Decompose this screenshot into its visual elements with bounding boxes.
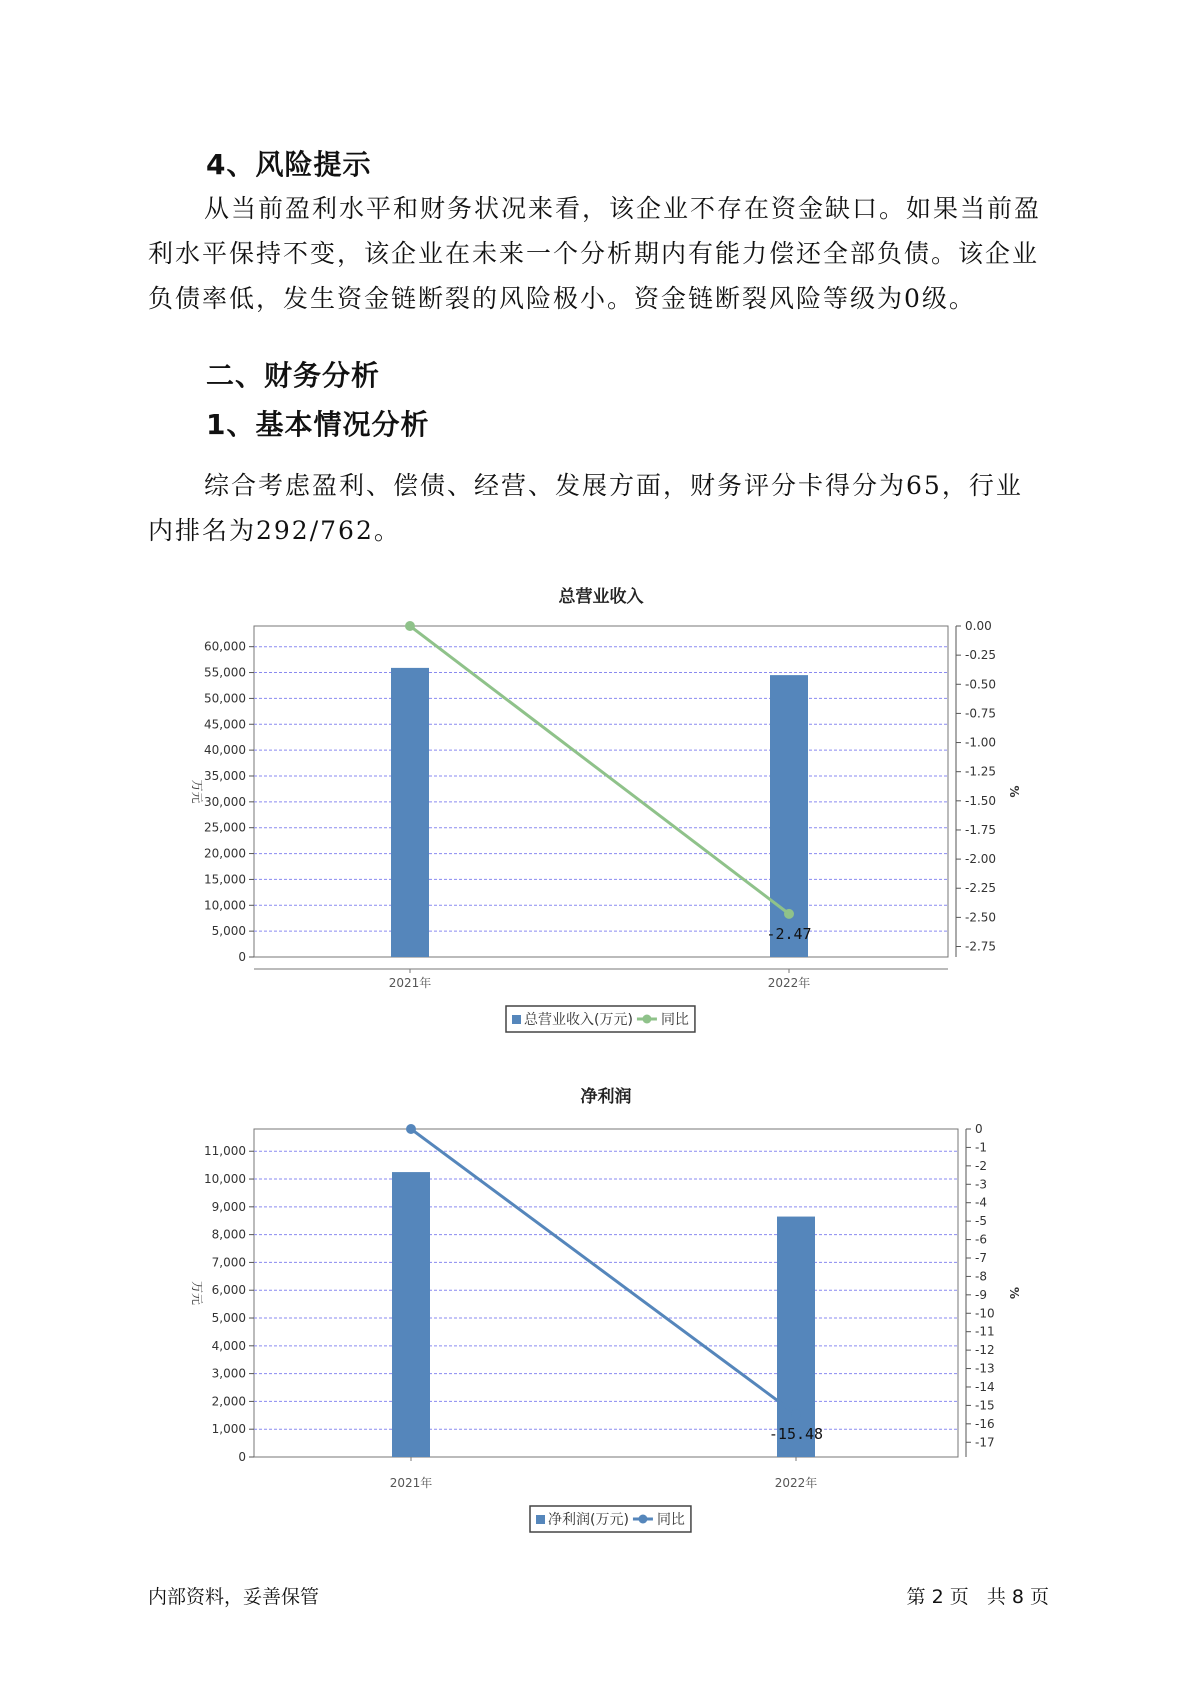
y2-tick-label: -5: [975, 1214, 987, 1229]
legend-line-marker: [642, 1015, 651, 1024]
y2-tick-label: -16: [975, 1416, 995, 1431]
y2-axis-name: %: [1007, 1286, 1021, 1300]
y-tick-label: 35,000: [204, 768, 246, 783]
legend-line-label: 同比: [660, 1012, 689, 1028]
y2-tick-label: -0.50: [965, 677, 997, 692]
y-tick-label: 5,000: [211, 1311, 246, 1326]
y-tick-label: 20,000: [204, 846, 246, 861]
finance-heading: 二、财务分析: [206, 359, 381, 392]
y-tick-label: 9,000: [211, 1199, 246, 1214]
y2-tick-label: -14: [975, 1379, 995, 1394]
y2-tick-label: -15: [975, 1398, 995, 1413]
y2-tick-label: -2.25: [965, 881, 997, 896]
y2-tick-label: -2.50: [965, 910, 997, 925]
plot-area: [254, 626, 948, 957]
y-tick-label: 3,000: [211, 1366, 246, 1381]
bar: [392, 1172, 430, 1457]
y2-tick-label: -17: [975, 1435, 995, 1450]
y-tick-label: 7,000: [211, 1255, 246, 1270]
x-category-label: 2021年: [388, 976, 432, 990]
y-tick-label: 55,000: [204, 665, 246, 680]
y-tick-label: 8,000: [211, 1227, 246, 1242]
basic-analysis-paragraph: 综合考虑盈利、偿债、经营、发展方面，财务评分卡得分为65，行业内排名为292/762。: [148, 471, 1023, 545]
y-tick-label: 6,000: [211, 1283, 246, 1298]
y-tick-label: 5,000: [211, 924, 246, 939]
data-label: -15.48: [768, 1425, 824, 1444]
y2-tick-label: -10: [975, 1306, 995, 1321]
y2-tick-label: -13: [975, 1361, 995, 1376]
y-tick-label: 50,000: [204, 691, 246, 706]
y2-tick-label: -1.75: [965, 822, 997, 837]
y-tick-label: 0: [238, 950, 246, 964]
line-point: [791, 1409, 801, 1419]
net-profit-chart: [0, 1072, 1191, 1542]
y2-tick-label: -0.25: [965, 648, 997, 663]
y-tick-label: 45,000: [204, 717, 246, 732]
y-tick-label: 2,000: [211, 1394, 246, 1409]
y-tick-label: 60,000: [204, 639, 246, 654]
data-label: -2.47: [766, 924, 812, 943]
risk-heading: 4、风险提示: [206, 148, 372, 181]
line-point: [405, 621, 415, 631]
y2-tick-label: 0.00: [965, 619, 992, 633]
line-point: [406, 1124, 416, 1134]
y-axis-name: 万元: [190, 779, 204, 804]
footer-confidential: 内部资料，妥善保管: [148, 1586, 320, 1608]
x-category-label: 2022年: [767, 976, 811, 990]
y2-tick-label: -1: [975, 1140, 987, 1155]
y2-tick-label: -2.75: [965, 939, 997, 954]
y2-tick-label: -0.75: [965, 706, 997, 721]
legend-bar-label: 总营业收入(万元): [524, 1012, 633, 1028]
legend-bar-swatch: [512, 1015, 521, 1024]
y-tick-label: 25,000: [204, 820, 246, 835]
y-tick-label: 11,000: [204, 1144, 246, 1159]
y2-tick-label: -2: [975, 1158, 987, 1173]
y2-axis-name: %: [1007, 785, 1021, 798]
y-tick-label: 1,000: [211, 1422, 246, 1437]
y-tick-label: 10,000: [204, 898, 246, 913]
legend-line-label: 同比: [656, 1512, 685, 1528]
y2-tick-label: -6: [975, 1232, 987, 1247]
bar: [391, 668, 429, 957]
y-tick-label: 10,000: [204, 1172, 246, 1187]
y-tick-label: 30,000: [204, 794, 246, 809]
legend-bar-label: 净利润(万元): [548, 1512, 629, 1528]
revenue-chart: [0, 572, 1191, 1042]
chart-title: 净利润: [580, 1087, 632, 1107]
basic-analysis-heading: 1、基本情况分析: [206, 408, 430, 441]
bar: [777, 1217, 815, 1457]
y-tick-label: 4,000: [211, 1338, 246, 1353]
y2-tick-label: -9: [975, 1287, 987, 1302]
legend-bar-swatch: [536, 1515, 545, 1524]
x-category-label: 2021年: [389, 1476, 433, 1490]
y-tick-label: 0: [238, 1450, 246, 1464]
y2-tick-label: -4: [975, 1195, 987, 1210]
y2-tick-label: -7: [975, 1250, 987, 1265]
x-category-label: 2022年: [774, 1476, 818, 1490]
y-tick-label: 40,000: [204, 743, 246, 758]
y2-tick-label: -1.00: [965, 735, 997, 750]
chart-title: 总营业收入: [558, 587, 644, 607]
y2-tick-label: -3: [975, 1177, 987, 1192]
y-axis-name: 万元: [190, 1280, 204, 1306]
y2-tick-label: -2.00: [965, 852, 997, 867]
y2-tick-label: 0: [975, 1122, 983, 1136]
y2-tick-label: -1.25: [965, 764, 997, 779]
y2-tick-label: -12: [975, 1343, 995, 1358]
plot-area: [254, 1129, 958, 1457]
y-tick-label: 15,000: [204, 872, 246, 887]
footer-page-number: 第 2 页 共 8 页: [906, 1586, 1049, 1608]
legend-line-marker: [638, 1515, 647, 1524]
y2-tick-label: -1.50: [965, 793, 997, 808]
y2-tick-label: -11: [975, 1324, 995, 1339]
line-point: [784, 909, 794, 919]
risk-paragraph: 从当前盈利水平和财务状况来看，该企业不存在资金缺口。如果当前盈利水平保持不变，该企业在未来一个分析期内有能力偿还全部负债。该企业负债率低，发生资金链断裂的风险极小。资金链断裂风险等级为0级。: [148, 194, 1042, 313]
y2-tick-label: -8: [975, 1269, 987, 1284]
